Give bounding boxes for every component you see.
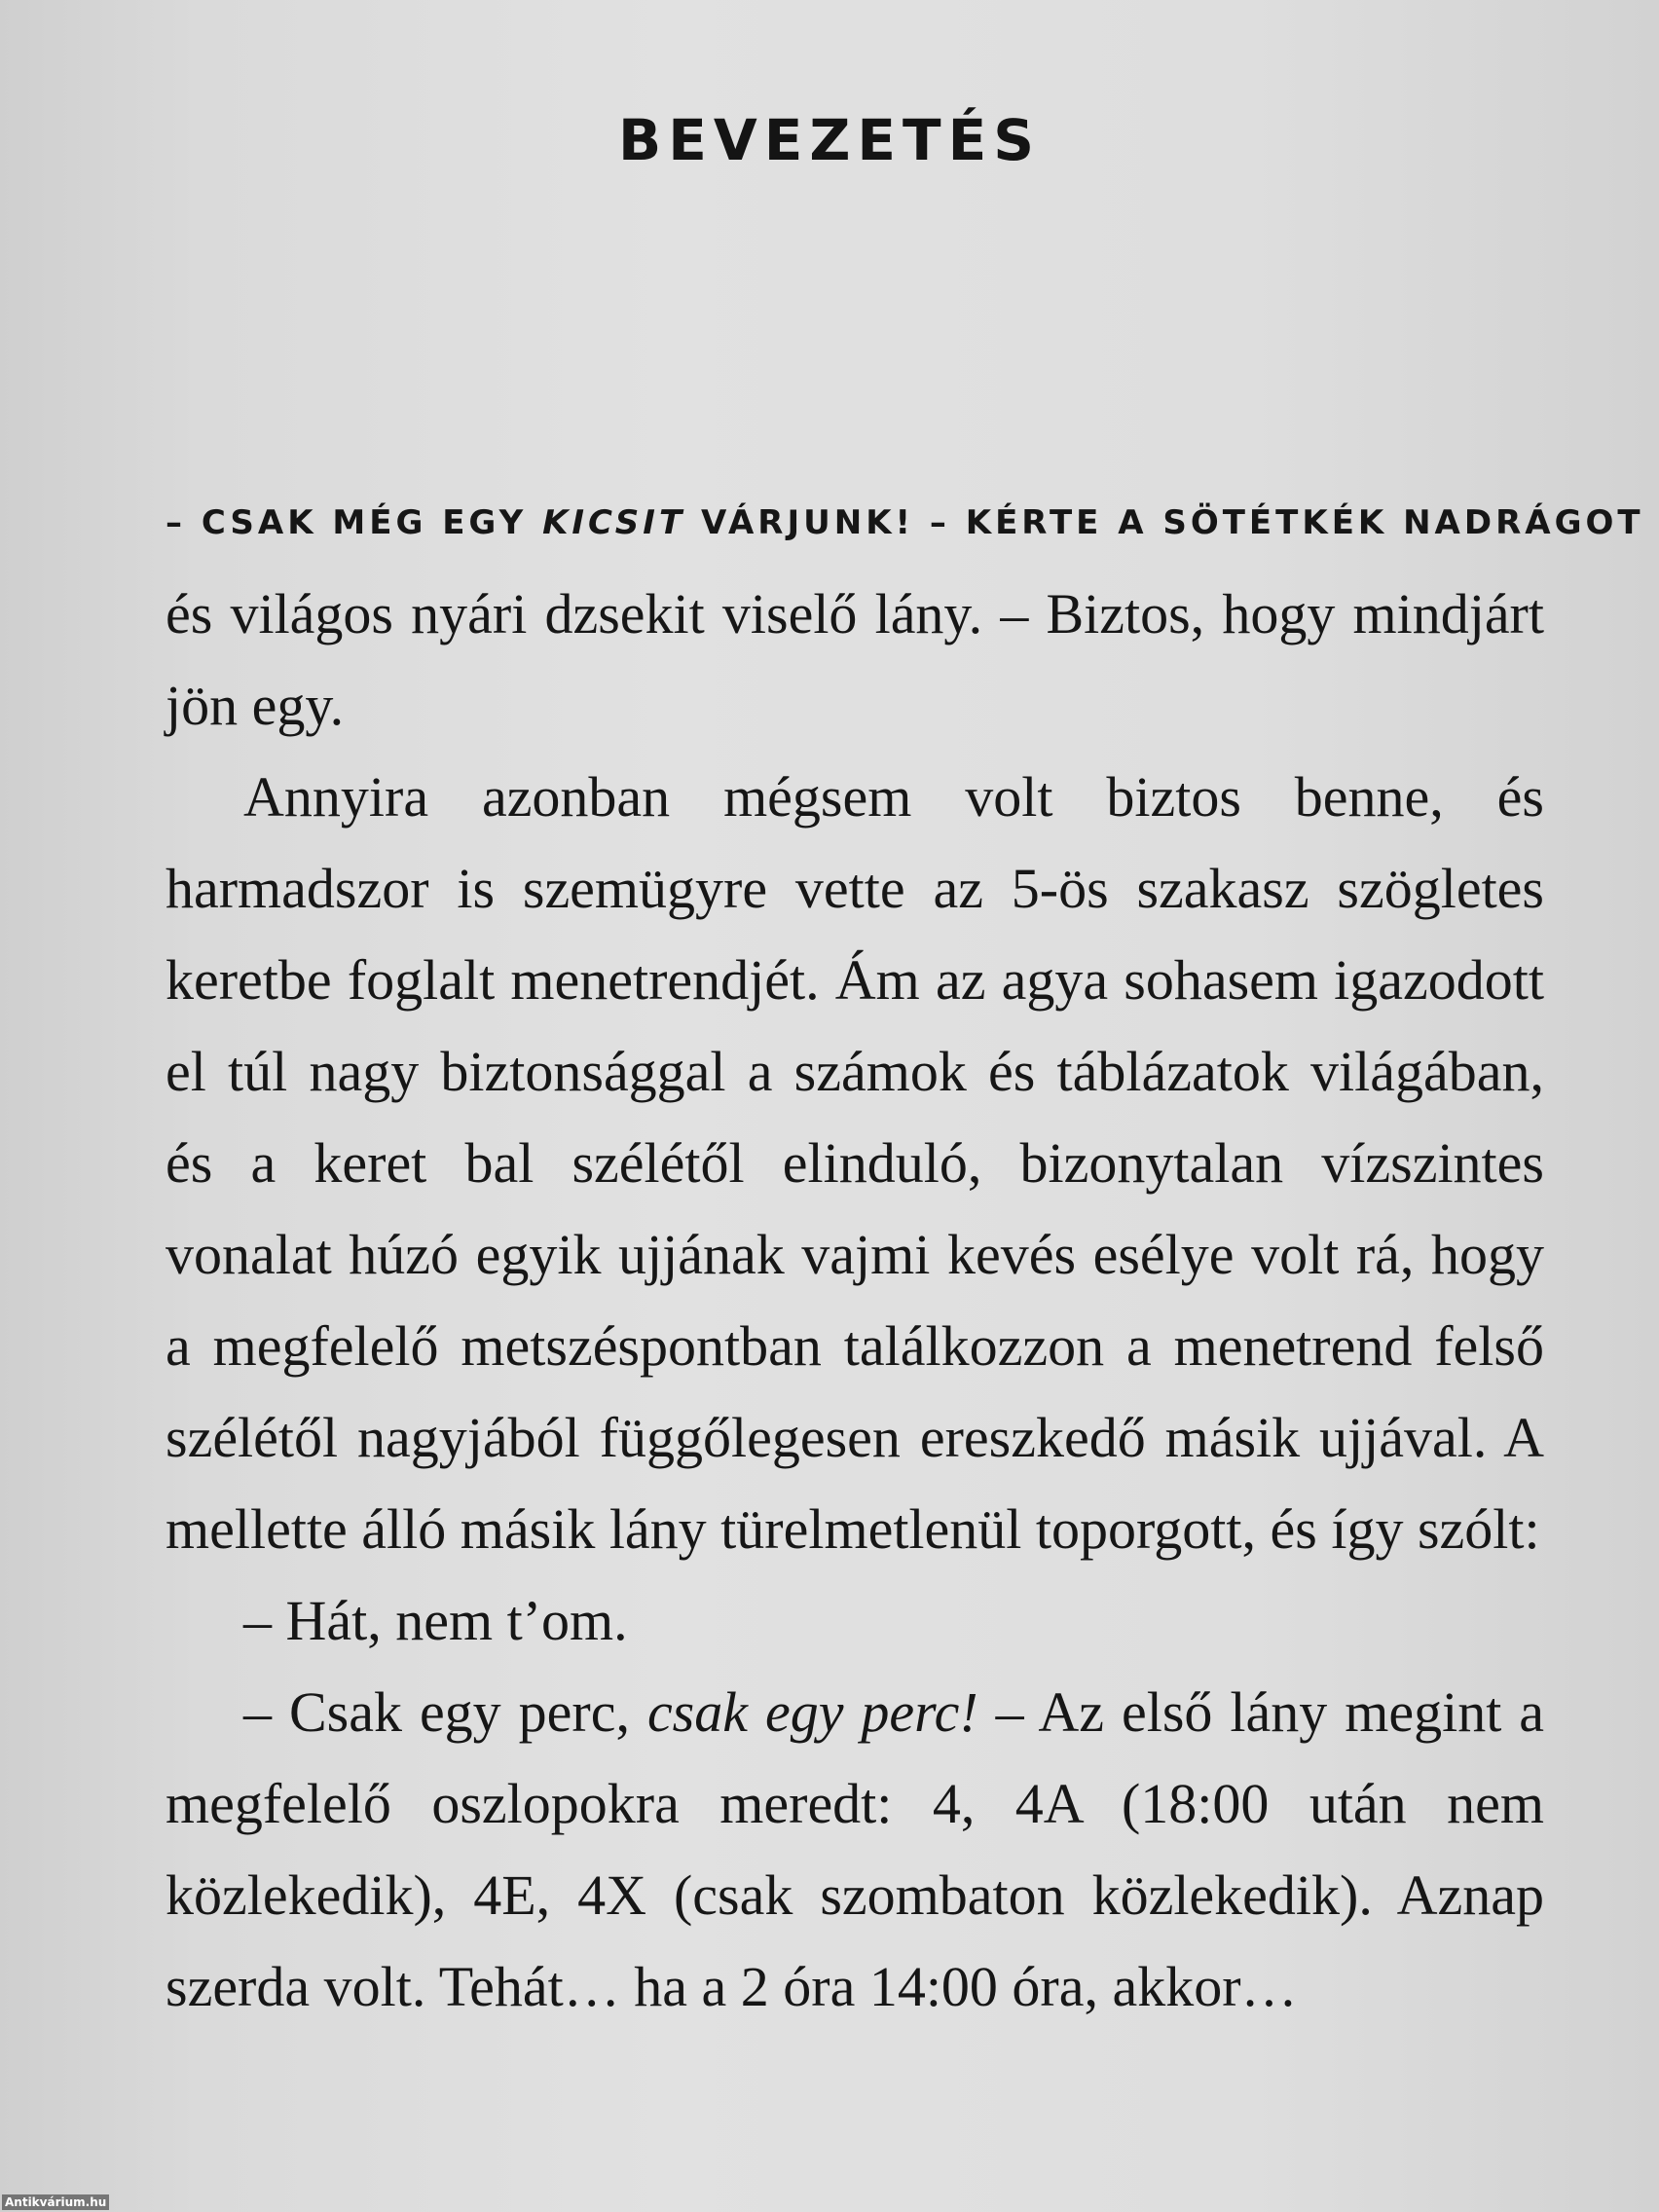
dialog-2-start: – Csak egy perc,	[243, 1680, 647, 1744]
body-text	[166, 477, 1644, 2033]
dialog-2-italic: csak egy perc!	[646, 1680, 978, 1744]
lead-line-small-caps	[166, 477, 1644, 569]
watermark-label: Antikvárium.hu	[2, 2194, 109, 2210]
paragraph-2: Annyira azonban mégsem volt biztos benne, és harmadszor is szemügyre vette az 5-ös szakasz szögletes keretbe foglalt menetrendjét. Ám az agya sohasem igazodott el túl nagy biztonsággal a számok és táblázatok világában, és a keret bal szélétől elinduló, bizonytalan vízszintes vonalat húzó egyik ujjának vajmi kevés esélye volt rá, hogy a megfelelő metszéspontban találkozzon a menetrend felső szélétől nagyjából függőlegesen ereszkedő másik ujjával. A mellette álló másik lány türelmetlenül toporgott, és így szólt:	[166, 765, 1544, 1561]
dialog-line-1: – Hát, nem t’om.	[243, 1589, 628, 1652]
paragraph-1: és világos nyári dzsekit viselő lány. – Biztos, hogy mindjárt jön egy.	[166, 582, 1544, 737]
lead-part-1: – CSAK MÉG EGY	[166, 503, 543, 542]
lead-part-italic: KICSIT	[542, 503, 686, 542]
lead-part-3: VÁRJUNK! – KÉRTE A SÖTÉTKÉK NADRÁGOT	[685, 503, 1644, 542]
dialog-2-end: – Az első lány megint a megfelelő oszlopokra meredt: 4, 4A (18:00 után nem közlekedik), 4E, 4X (csak szombaton közlekedik). Aznap szerda volt. Tehát… ha a 2 óra 14:00 óra, akkor…	[166, 1680, 1545, 2018]
dialog-line-2	[166, 1667, 1544, 2033]
chapter-title: BEVEZETÉS	[618, 107, 1041, 173]
